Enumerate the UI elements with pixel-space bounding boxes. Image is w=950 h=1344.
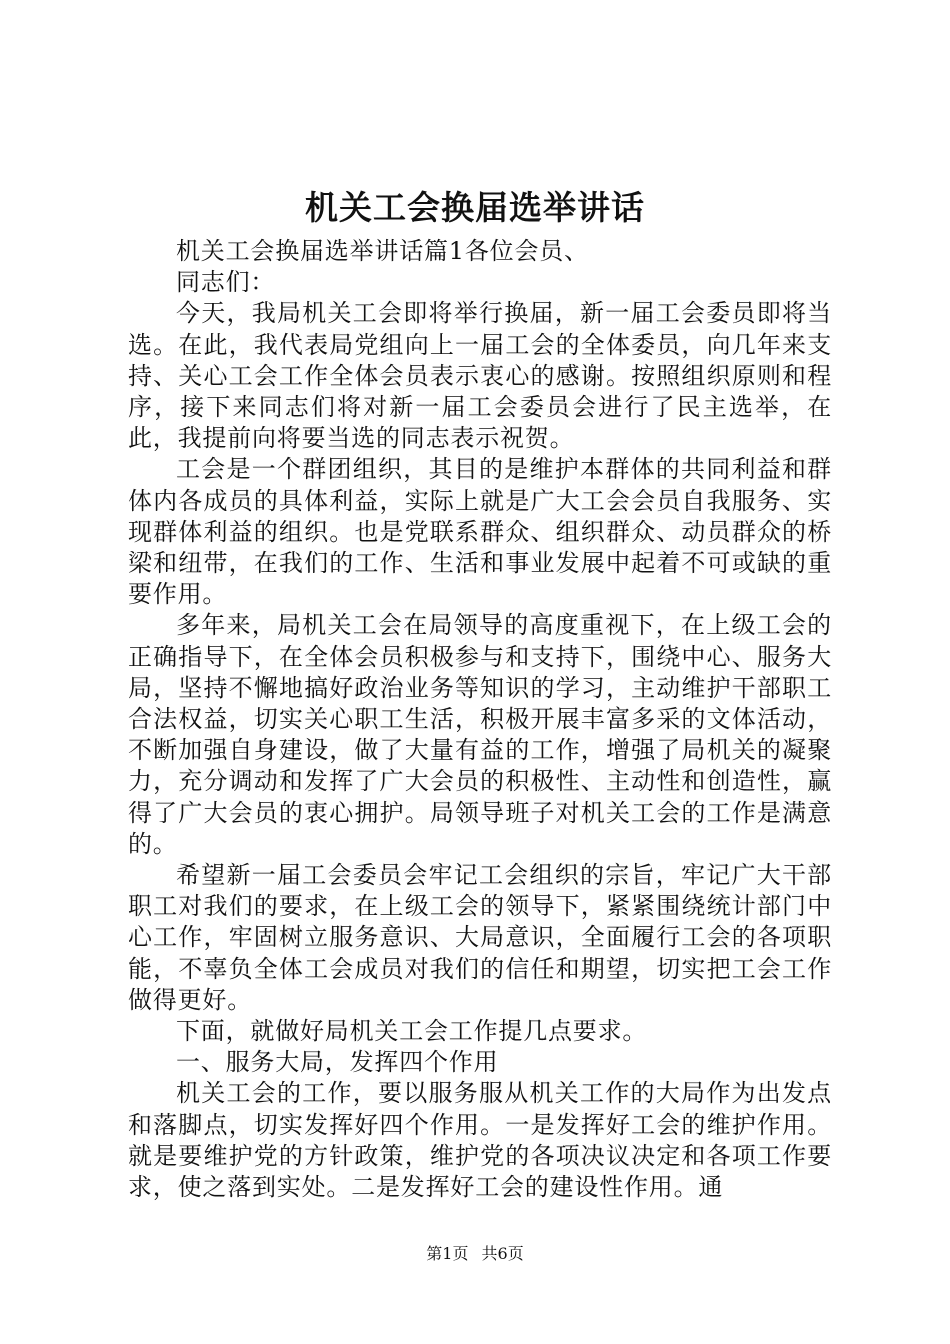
- paragraph-union-role: 工会是一个群团组织，其目的是维护本群体的共同利益和群体内各成员的具体利益，实际上就是广大工会会员自我服务、实现群体利益的组织。也是党联系群众、组织群众、动员群众的桥梁和纽带，在我们的工作、生活和事业发展中起着不可或缺的重要作用。: [128, 455, 832, 609]
- page-number: 第1页: [426, 1244, 469, 1263]
- paragraph-achievements: 多年来，局机关工会在局领导的高度重视下，在上级工会的正确指导下，在全体会员积极参与和支持下，围绕中心、服务大局，坚持不懈地搞好政治业务等知识的学习，主动维护干部职工合法权益，切实关心职工生活，积极开展丰富多采的文体活动，不断加强自身建设，做了大量有益的工作，增强了局机关的凝聚力，充分调动和发挥了广大会员的积极性、主动性和创造性，赢得了广大会员的衷心拥护。局领导班子对机关工会的工作是满意的。: [128, 611, 832, 858]
- page-footer: [0, 1243, 950, 1265]
- document-title: 机关工会换届选举讲话: [305, 188, 645, 227]
- page-total: 共6页: [481, 1244, 524, 1263]
- document-body: [128, 236, 832, 1203]
- paragraph-salutation: 同志们：: [176, 268, 276, 297]
- paragraph-intro: 今天，我局机关工会即将举行换届，新一届工会委员即将当选。在此，我代表局党组向上一届工会的全体委员，向几年来支持、关心工会工作全体会员表示衷心的感谢。按照组织原则和程序，接下来同志们将对新一届工会委员会进行了民主选举，在此，我提前向将要当选的同志表示祝贺。: [128, 299, 832, 453]
- paragraph-four-roles: 机关工会的工作，要以服务服从机关工作的大局作为出发点和落脚点，切实发挥好四个作用。一是发挥好工会的维护作用。就是要维护党的方针政策，维护党的各项决议决定和各项工作要求，使之落到实处。二是发挥好工会的建设性作用。通: [128, 1079, 832, 1202]
- section-heading-1: 一、服务大局，发挥四个作用: [176, 1048, 499, 1077]
- paragraph-opening: 机关工会换届选举讲话篇1各位会员、: [176, 237, 589, 265]
- paragraph-requirements-lead: 下面，就做好局机关工会工作提几点要求。: [176, 1017, 648, 1046]
- paragraph-hopes: 希望新一届工会委员会牢记工会组织的宗旨，牢记广大干部职工对我们的要求，在上级工会的领导下，紧紧围绕统计部门中心工作，牢固树立服务意识、大局意识，全面履行工会的各项职能，不辜负全体工会成员对我们的信任和期望，切实把工会工作做得更好。: [128, 861, 832, 1014]
